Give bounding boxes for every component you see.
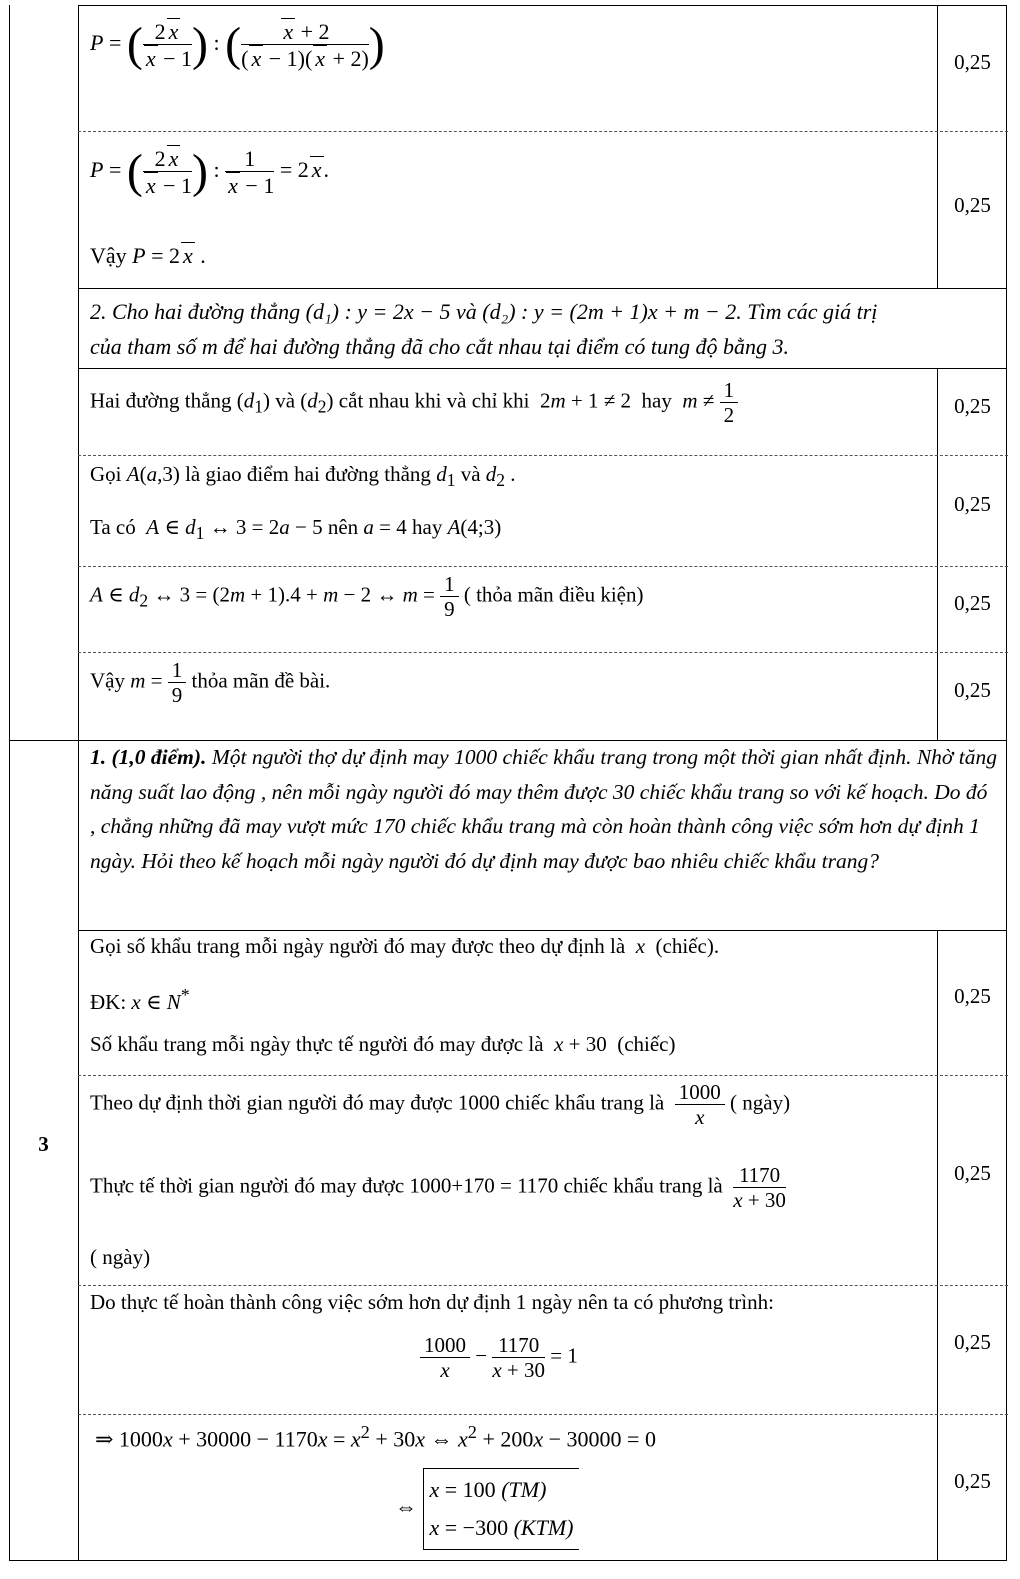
row-compute-a: Ta có A ∈ $d_1$ ↔ 3 = 2a − 5 nên a = 4 hay A(4;3): [90, 515, 502, 544]
row-divider: [78, 1285, 1008, 1286]
score: 0,25: [954, 591, 991, 615]
top-border: [78, 5, 1007, 6]
text: ( thỏa mãn điều kiện): [463, 582, 644, 607]
score: 0,25: [954, 50, 991, 74]
row-actual-time: Thực tế thời gian người đó may được 1000+170 = 1170 chiếc khẩu trang là $\frac{1170}{x + 30}$: [90, 1163, 786, 1213]
text: Gọi: [90, 462, 122, 486]
text: cắt nhau khi và chỉ khi: [338, 388, 530, 413]
score: 0,25: [954, 984, 991, 1008]
row-divider: [78, 566, 1008, 567]
row-conclusion-m: Vậy m = $\frac{1}{9}$ thỏa mãn đề bài.: [90, 658, 331, 708]
text: nên: [327, 515, 359, 539]
text: Theo dự định thời gian người đó may được 1000 chiếc khẩu trang là: [90, 1090, 665, 1115]
text: Ta có: [90, 515, 136, 539]
row-solutions: ⇔ x = 100 (TM) x = −300 (KTM): [395, 1468, 579, 1550]
row-equation: $\frac{1000}{x}$ − $\frac{1170}{x + 30}$ = 1: [420, 1333, 578, 1382]
row-intersect-condition: Hai đường thẳng $(d_1)$ và $(d_2)$ cắt nhau khi và chỉ khi 2m + 1 ≠ 2 hay m ≠ $\frac{1}{2}$: [90, 378, 738, 427]
score: 0,25: [954, 678, 991, 702]
question-3-lead: 1. (1,0 điểm).: [90, 745, 207, 769]
text: là giao điểm hai đường thẳng: [185, 462, 431, 486]
row-intersection-point: Gọi A(a,3) là giao điểm hai đường thẳng $d_1$ và $d_2$ .: [90, 462, 516, 491]
text: hay: [412, 515, 443, 539]
score: 0,25: [954, 1330, 991, 1354]
row-compute-m: A ∈ $d_2$ ↔ 3 = (2m + 1).4 + m − 2 ↔ m = $\frac{1}{9}$ ( thỏa mãn điều kiện): [90, 572, 644, 622]
text: Số khẩu trang mỗi ngày thực tế người đó may được là: [90, 1032, 544, 1056]
text: (chiếc).: [655, 934, 720, 958]
text: ĐK:: [90, 990, 127, 1014]
row-divider: [78, 455, 1008, 456]
row-divider: [78, 930, 1007, 931]
col-divider-2: [937, 5, 938, 288]
score: 0,25: [954, 193, 991, 217]
conclusion-p: Vậy P = 2 x .: [90, 243, 206, 268]
text: Thực tế thời gian người đó may được 1000+170 = 1170 chiếc khẩu trang là: [90, 1173, 723, 1198]
formula-p-line2: P = ( $\frac{2 x}{x - 1}$ ) : $\frac{1}{x - 1}$ = 2 x.: [90, 144, 330, 199]
row-condition: ĐK: x ∈ N*: [90, 985, 190, 1014]
text: và: [460, 462, 481, 486]
col-divider-2c: [937, 930, 938, 1561]
row-equation-intro: Do thực tế hoàn thành công việc sớm hơn dự định 1 ngày nên ta có phương trình:: [90, 1290, 774, 1314]
row-divider: [78, 652, 1008, 653]
score: 0,25: [954, 492, 991, 516]
question-2-line2: của tham số m để hai đường thẳng đã cho cắt nhau tại điểm có tung độ bằng 3.: [90, 333, 789, 359]
bottom-border: [9, 1560, 1007, 1561]
score: 0,25: [954, 394, 991, 418]
row-actual-time-unit: ( ngày): [90, 1245, 151, 1269]
row-actual-per-day: Số khẩu trang mỗi ngày thực tế người đó may được là x + 30 (chiếc): [90, 1032, 676, 1056]
formula-p-line1: P = ( $\frac{2 x}{x - 1}$ ) : ( $\frac{x + 2}{( x - 1)( x + 2)}$ ): [90, 17, 385, 72]
text: (TM): [501, 1477, 547, 1502]
row-divider: [78, 131, 1008, 132]
score: 0,25: [954, 1469, 991, 1493]
text: (chiếc): [617, 1032, 676, 1056]
question-2-line1: 2. Cho hai đường thẳng (d₁) : y = 2x − 5 và (d₂) : y = (2m + 1)x + m − 2. Tìm các giá trị: [90, 299, 878, 324]
row-planned-time: Theo dự định thời gian người đó may được 1000 chiếc khẩu trang là $\frac{1000}{x}$ ( ngày): [90, 1080, 791, 1130]
question-2: [90, 295, 998, 364]
row-quadratic: ⇒ $1000x + 30000 - 1170x = x^2 + 30x$ ⇔ $x^2 + 200x - 30000 = 0$: [95, 1422, 656, 1452]
col-divider-1: [78, 5, 79, 1561]
text: hay: [641, 388, 672, 413]
text: Gọi số khẩu trang mỗi ngày người đó may được theo dự định là: [90, 934, 626, 958]
text: thỏa mãn đề bài.: [191, 668, 331, 693]
text: (KTM): [513, 1515, 574, 1540]
question-number: 3: [38, 1132, 49, 1156]
conclusion-label: Vậy: [90, 243, 127, 268]
row-divider: [78, 368, 1007, 369]
row-divider: [78, 288, 1007, 289]
text: ( ngày): [730, 1090, 791, 1115]
row-divider: [78, 1414, 1008, 1415]
score: 0,25: [954, 1161, 991, 1185]
question-3: [90, 740, 998, 878]
question-3-text: Một người thợ dự định may 1000 chiếc khẩu trang trong một thời gian nhất định. Nhờ tăng năng suất lao động , nên mỗi ngày người đó may thêm được 30 chiếc khẩu trang so với kế hoạch. Do đó , chẳng những đã may vượt mức 170 chiếc khẩu trang mà còn hoàn thành công việc sớm hơn dự định 1 ngày. Hỏi theo kế hoạch mỗi ngày người đó dự định may được bao nhiêu chiếc khẩu trang?: [90, 745, 997, 873]
text: Vậy: [90, 668, 125, 693]
text: và: [275, 388, 296, 413]
row-define-x: Gọi số khẩu trang mỗi ngày người đó may được theo dự định là x (chiếc).: [90, 934, 720, 958]
row-divider: [78, 1075, 1008, 1076]
table-right-border: [1006, 5, 1007, 1561]
text: Hai đường thẳng: [90, 388, 232, 413]
table-left-border: [9, 5, 10, 1561]
